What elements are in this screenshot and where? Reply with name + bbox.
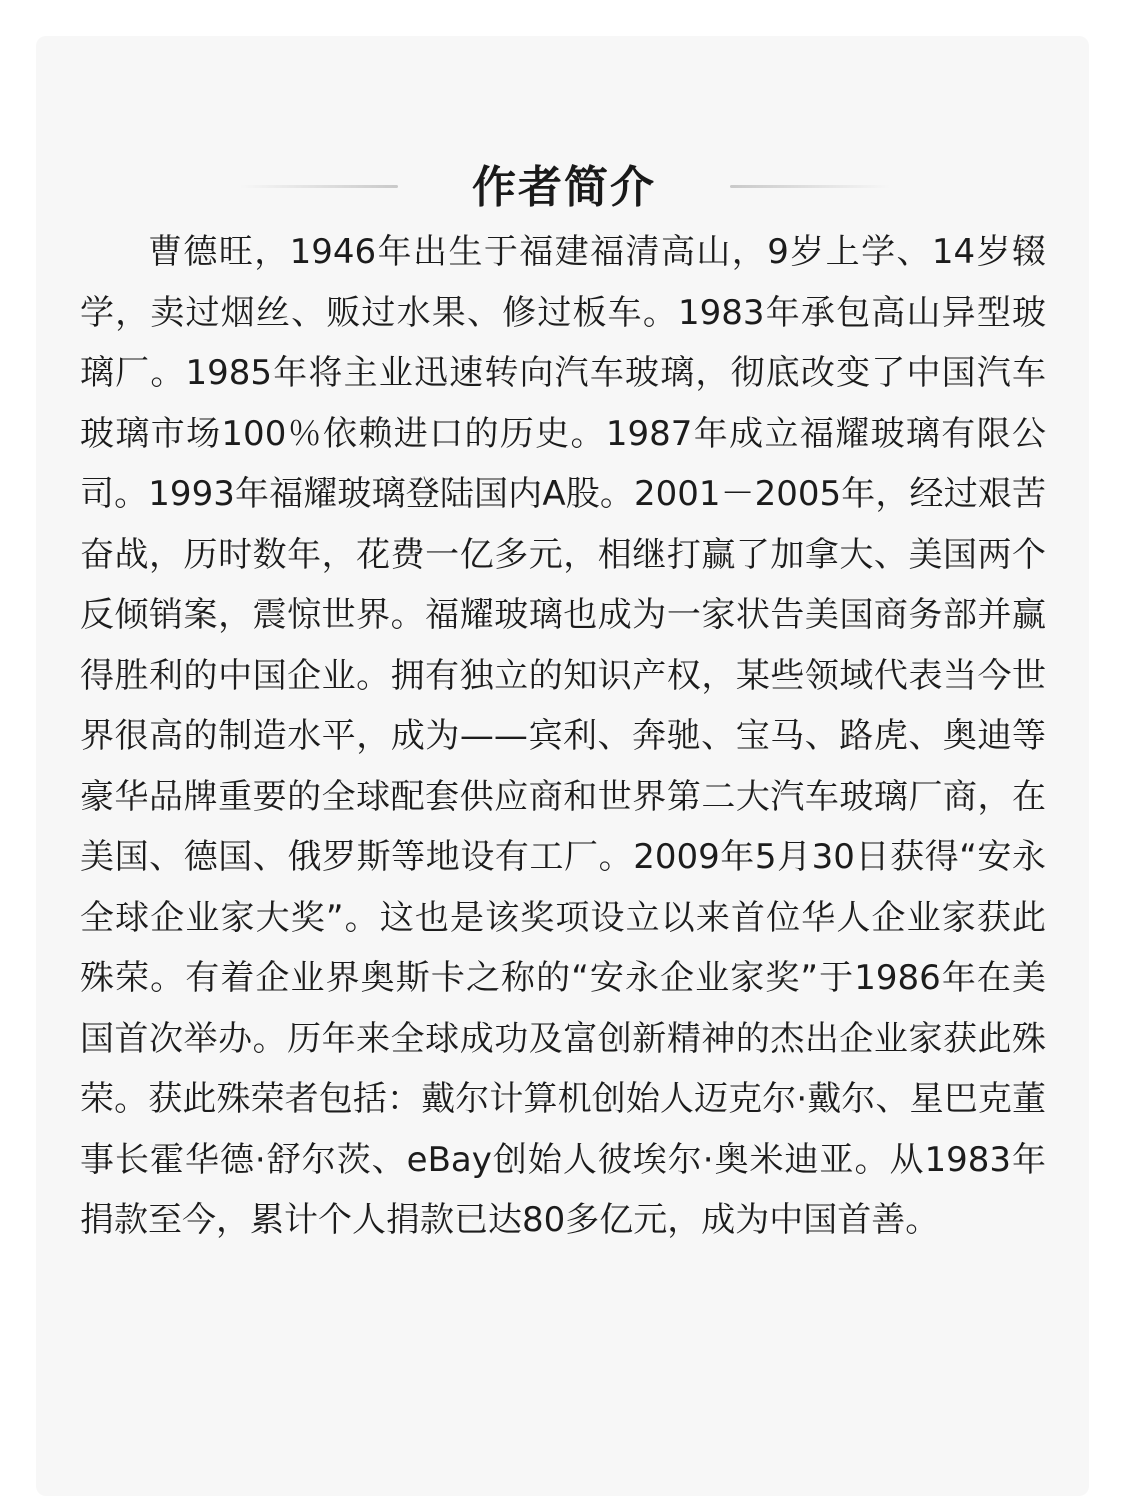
- section-title: 作者简介: [472, 162, 656, 213]
- left-divider: [240, 185, 398, 188]
- right-divider: [730, 185, 890, 188]
- section-header: [36, 148, 1089, 228]
- author-intro-card: [36, 36, 1089, 1496]
- author-bio-paragraph: 曹德旺，1946年出生于福建福清高山，9岁上学、14岁辍学，卖过烟丝、贩过水果、修过板车。1983年承包高山异型玻璃厂。1985年将主业迅速转向汽车玻璃，彻底改变了中国汽车玻璃市场100％依赖进口的历史。1987年成立福耀玻璃有限公司。1993年福耀玻璃登陆国内A股。2001－2005年，经过艰苦奋战，历时数年，花费一亿多元，相继打赢了加拿大、美国两个反倾销案，震惊世界。福耀玻璃也成为一家状告美国商务部并赢得胜利的中国企业。拥有独立的知识产权，某些领域代表当今世界很高的制造水平，成为——宾利、奔驰、宝马、路虎、奥迪等豪华品牌重要的全球配套供应商和世界第二大汽车玻璃厂商，在美国、德国、俄罗斯等地设有工厂。2009年5月30日获得“安永全球企业家大奖”。这也是该奖项设立以来首位华人企业家获此殊荣。有着企业界奥斯卡之称的“安永企业家奖”于1986年在美国首次举办。历年来全球成功及富创新精神的杰出企业家获此殊荣。获此殊荣者包括：戴尔计算机创始人迈克尔·戴尔、星巴克董事长霍华德·舒尔茨、eBay创始人彼埃尔·奥米迪亚。从1983年捐款至今，累计个人捐款已达80多亿元，成为中国首善。: [80, 232, 1046, 1240]
